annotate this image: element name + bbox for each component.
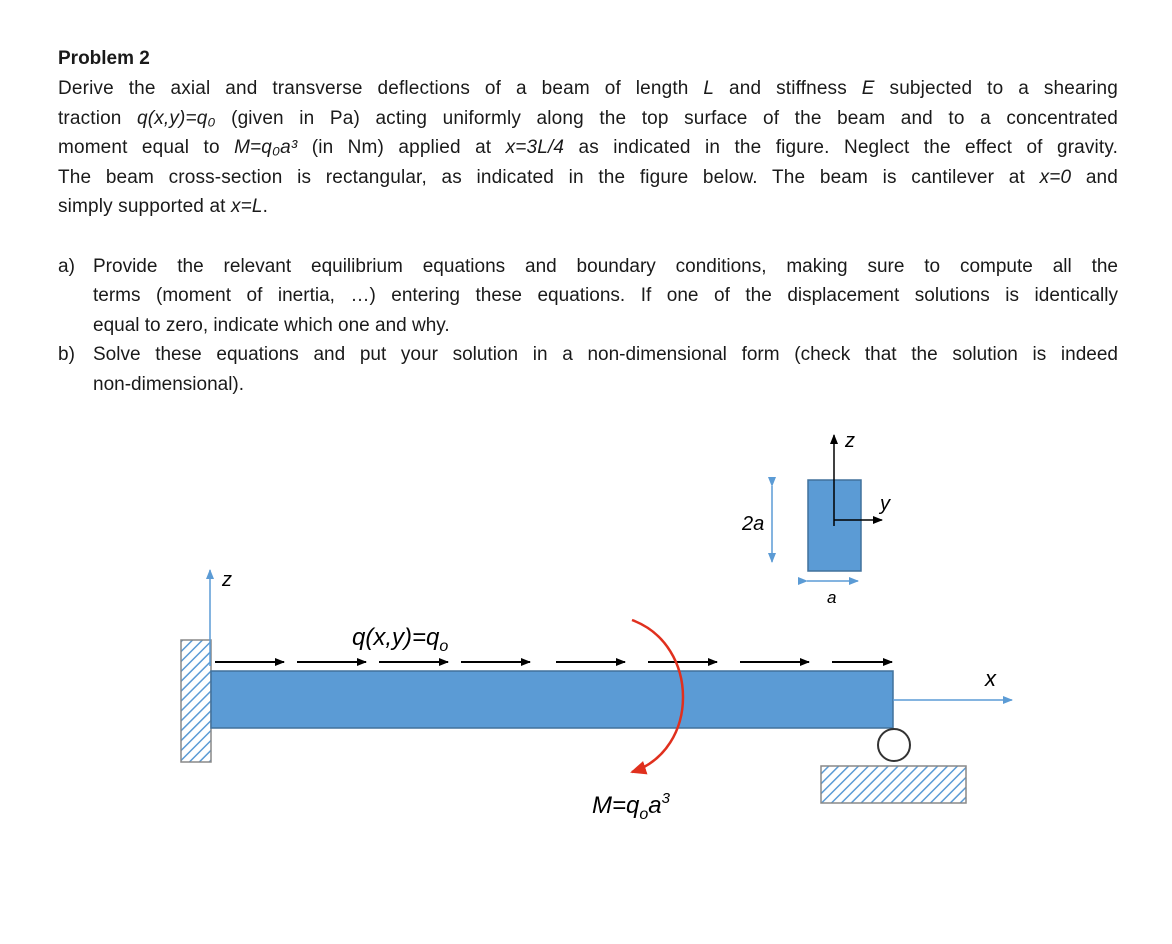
roller-support	[878, 729, 910, 761]
task-line: Provide the relevant equilibrium equations and boundary conditions, making sure to compute all the	[93, 255, 1118, 277]
statement-line: Derive the axial and transverse deflections of a beam of length L and stiffness E subjected to a shearing	[58, 78, 1118, 99]
width-dimension-label: a	[827, 588, 837, 607]
moment-label: $M=q_oa^3$	[592, 790, 670, 823]
task-line: terms (moment of inertia, …) entering these equations. If one of the displacement solutions is identically	[93, 285, 1118, 306]
x-axis-label: x	[985, 666, 996, 691]
beam	[211, 671, 893, 728]
statement-line: The beam cross-section is rectangular, as indicated in the figure below. The beam is cantilever at x=0 and	[58, 166, 1118, 188]
task-line: equal to zero, indicate which one and why.	[93, 314, 450, 336]
wall-support	[181, 640, 211, 762]
statement-line: traction q(x,y)=q₀ (given in Pa) acting uniformly along the top surface of the beam and to a concentrated	[58, 107, 1119, 129]
statement-line: moment equal to M=q₀a³ (in Nm) applied at x=3L/4 as indicated in the figure. Neglect the effect of gravity.	[58, 137, 1119, 158]
ground-support	[821, 766, 966, 803]
task-label: a)	[58, 255, 75, 277]
section-y-label: y	[880, 493, 890, 515]
task-line: non-dimensional).	[93, 373, 245, 395]
load-label: $q(x,y)=q_o$	[352, 624, 449, 655]
section-z-label: z	[845, 430, 855, 452]
height-dimension-label: 2a	[742, 513, 765, 535]
statement-line: simply supported at x=L.	[58, 196, 269, 217]
task-label: b)	[58, 344, 75, 365]
problem-title: Problem 2	[58, 48, 150, 69]
task-line: Solve these equations and put your solution in a non-dimensional form (check that the solution is indeed	[93, 344, 1118, 365]
z-axis-label: z	[222, 569, 232, 591]
